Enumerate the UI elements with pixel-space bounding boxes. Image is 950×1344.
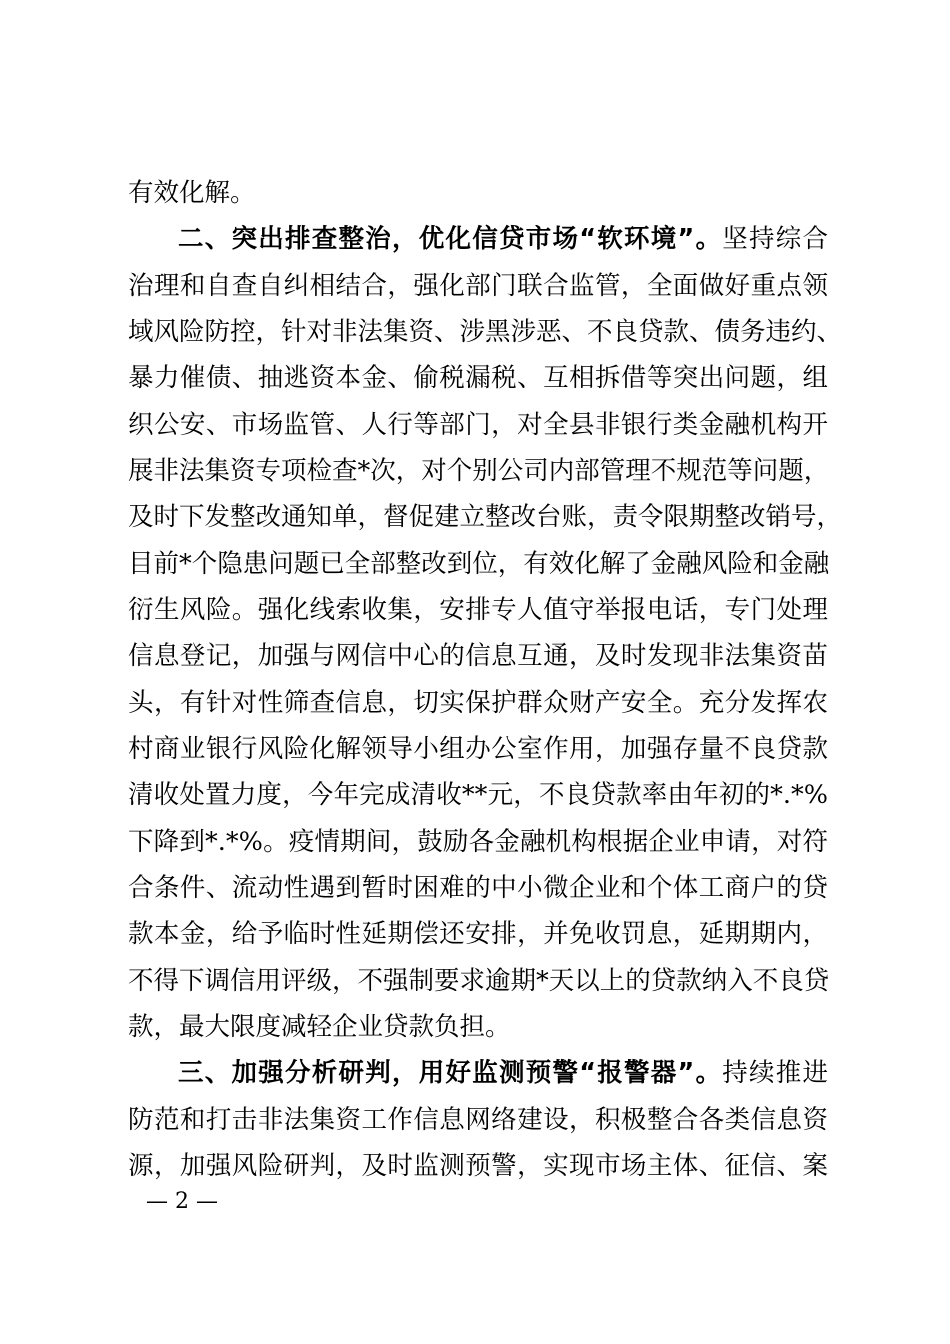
section-2-lead-text: 坚持综合 <box>722 224 828 254</box>
section-2-first-line <box>178 223 828 255</box>
section-3-lead-text: 持续推进 <box>722 1058 828 1088</box>
text-line-19: 款，最大限度减轻企业贷款负担。 <box>128 1012 511 1042</box>
section-3-first-line <box>178 1057 828 1089</box>
text-line-5: 暴力催债、抽逃资本金、偷税漏税、互相拆借等突出问题，组 <box>128 363 828 393</box>
text-line-21: 防范和打击非法集资工作信息网络建设，积极整合各类信息资 <box>128 1105 828 1135</box>
section-3-heading: 三、加强分析研判，用好监测预警“报警器”。 <box>178 1058 723 1088</box>
text-line-13: 村商业银行风险化解领导小组办公室作用，加强存量不良贷款 <box>128 734 828 764</box>
section-2-heading: 二、突出排查整治，优化信贷市场“软环境”。 <box>178 224 723 254</box>
text-line-16: 合条件、流动性遇到暂时困难的中小微企业和个体工商户的贷 <box>128 873 828 903</box>
text-line-3: 治理和自查自纠相结合，强化部门联合监管，全面做好重点领 <box>128 271 828 301</box>
text-line-17: 款本金，给予临时性延期偿还安排，并免收罚息，延期期内， <box>128 919 828 949</box>
page-number: — 2 — <box>146 1189 218 1214</box>
text-line-9: 目前*个隐患问题已全部整改到位，有效化解了金融风险和金融 <box>128 549 830 579</box>
text-line-15: 下降到*.*%。疫情期间，鼓励各金融机构根据企业申请，对符 <box>128 827 828 857</box>
text-line-22: 源，加强风险研判，及时监测预警，实现市场主体、征信、案 <box>128 1151 828 1181</box>
text-line-8: 及时下发整改通知单，督促建立整改台账，责令限期整改销号， <box>128 502 843 532</box>
text-line-18: 不得下调信用评级，不强制要求逾期*天以上的贷款纳入不良贷 <box>128 966 830 996</box>
text-line-12: 头，有针对性筛查信息，切实保护群众财产安全。充分发挥农 <box>128 688 828 718</box>
text-line-4: 域风险防控，针对非法集资、涉黑涉恶、不良贷款、债务违约、 <box>128 317 843 347</box>
text-line-1: 有效化解。 <box>128 178 256 208</box>
text-line-10: 衍生风险。强化线索收集，安排专人值守举报电话，专门处理 <box>128 595 828 625</box>
text-line-7: 展非法集资专项检查*次，对个别公司内部管理不规范等问题， <box>128 456 830 486</box>
text-line-14: 清收处置力度，今年完成清收**元，不良贷款率由年初的*.*% <box>128 780 828 810</box>
text-line-6: 织公安、市场监管、人行等部门，对全县非银行类金融机构开 <box>128 410 828 440</box>
text-line-11: 信息登记，加强与网信中心的信息互通，及时发现非法集资苗 <box>128 641 828 671</box>
